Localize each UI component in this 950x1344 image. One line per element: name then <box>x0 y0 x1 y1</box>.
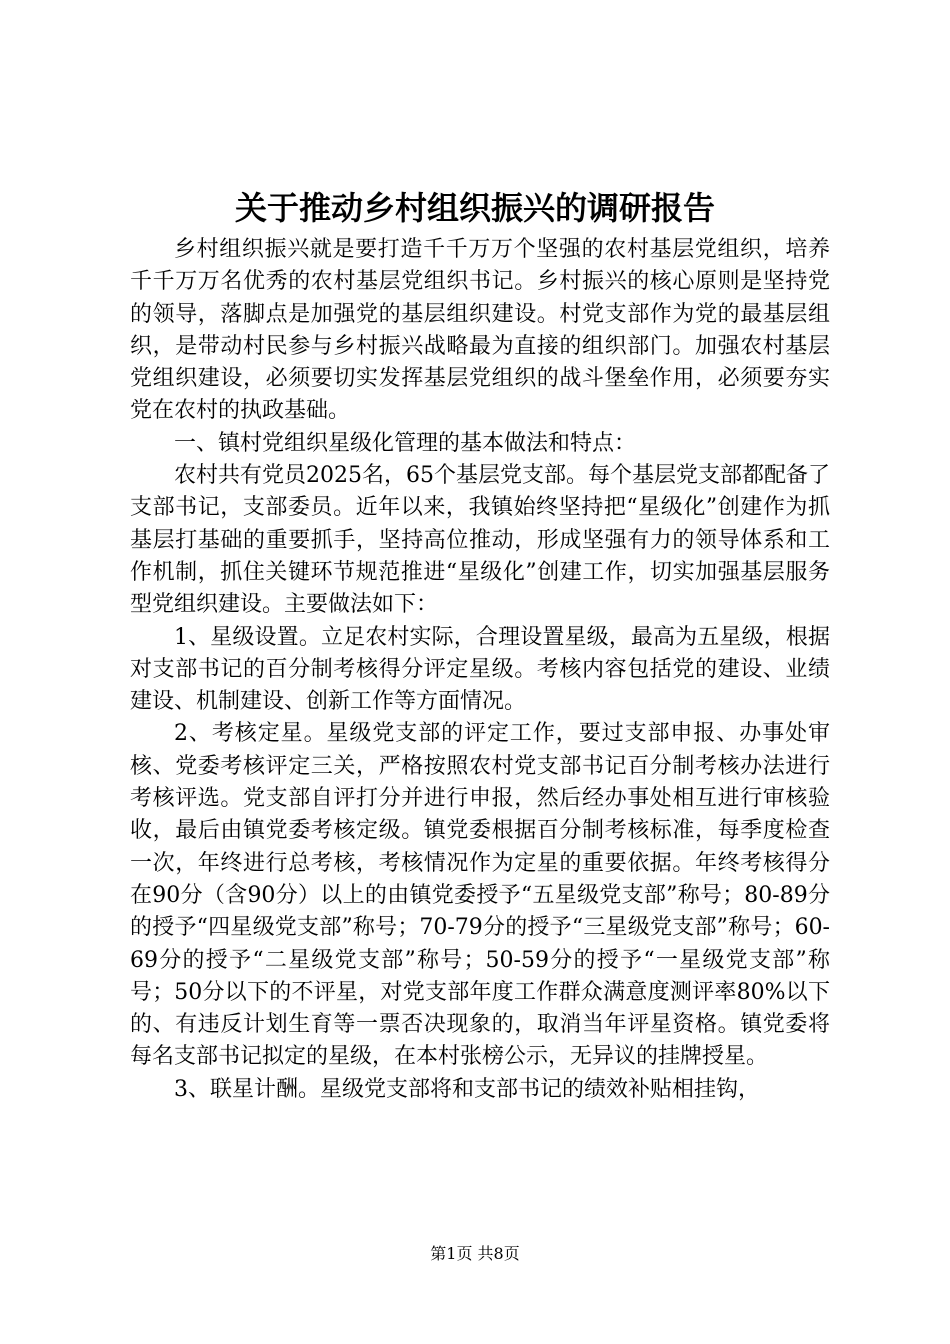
paragraph: 乡村组织振兴就是要打造千千万万个坚强的农村基层党组织，培养千千万万名优秀的农村基层党组织书记。乡村振兴的核心原则是坚持党的领导，落脚点是加强党的基层组织建设。村党支部作为党的最基层组织，是带动村民参与乡村振兴战略最为直接的组织部门。加强农村基层党组织建设，必须要切实发挥基层党组织的战斗堡垒作用，必须要夯实党在农村的执政基础。 <box>130 237 830 424</box>
paragraph: 1、星级设置。立足农村实际，合理设置星级，最高为五星级，根据对支部书记的百分制考核得分评定星级。考核内容包括党的建设、业绩建设、机制建设、创新工作等方面情况。 <box>130 624 830 715</box>
document-title: 关于推动乡村组织振兴的调研报告 <box>234 189 715 227</box>
page-footer: 第1页 共8页 <box>430 1244 520 1263</box>
paragraph: 农村共有党员2025名，65个基层党支部。每个基层党支部都配备了支部书记，支部委员。近年以来，我镇始终坚持把“星级化”创建作为抓基层打基础的重要抓手，坚持高位推动，形成坚强有力的领导体系和工作机制，抓住关键环节规范推进“星级化”创建工作，切实加强基层服务型党组织建设。主要做法如下： <box>130 463 830 618</box>
section-heading: 一、镇村党组织星级化管理的基本做法和特点： <box>174 430 637 456</box>
document-body <box>130 234 830 1106</box>
paragraph: 3、联星计酬。星级党支部将和支部书记的绩效补贴相挂钩， <box>174 1076 760 1102</box>
paragraph: 2、考核定星。星级党支部的评定工作，要过支部申报、办事处审核、党委考核评定三关，严格按照农村党支部书记百分制考核办法进行考核评选。党支部自评打分并进行申报，然后经办事处相互进行审核验收，最后由镇党委考核定级。镇党委根据百分制考核标准，每季度检查一次，年终进行总考核，考核情况作为定星的重要依据。年终考核得分在90分（含90分）以上的由镇党委授予“五星级党支部”称号；80-89分的授予“四星级党支部”称号；70-79分的授予“三星级党支部”称号；60-69分的授予“二星级党支部”称号；50-59分的授予“一星级党支部”称号；50分以下的不评星，对党支部年度工作群众满意度测评率80%以下的、有违反计划生育等一票否决现象的，取消当年评星资格。镇党委将每名支部书记拟定的星级，在本村张榜公示，无异议的挂牌授星。 <box>130 721 830 1070</box>
